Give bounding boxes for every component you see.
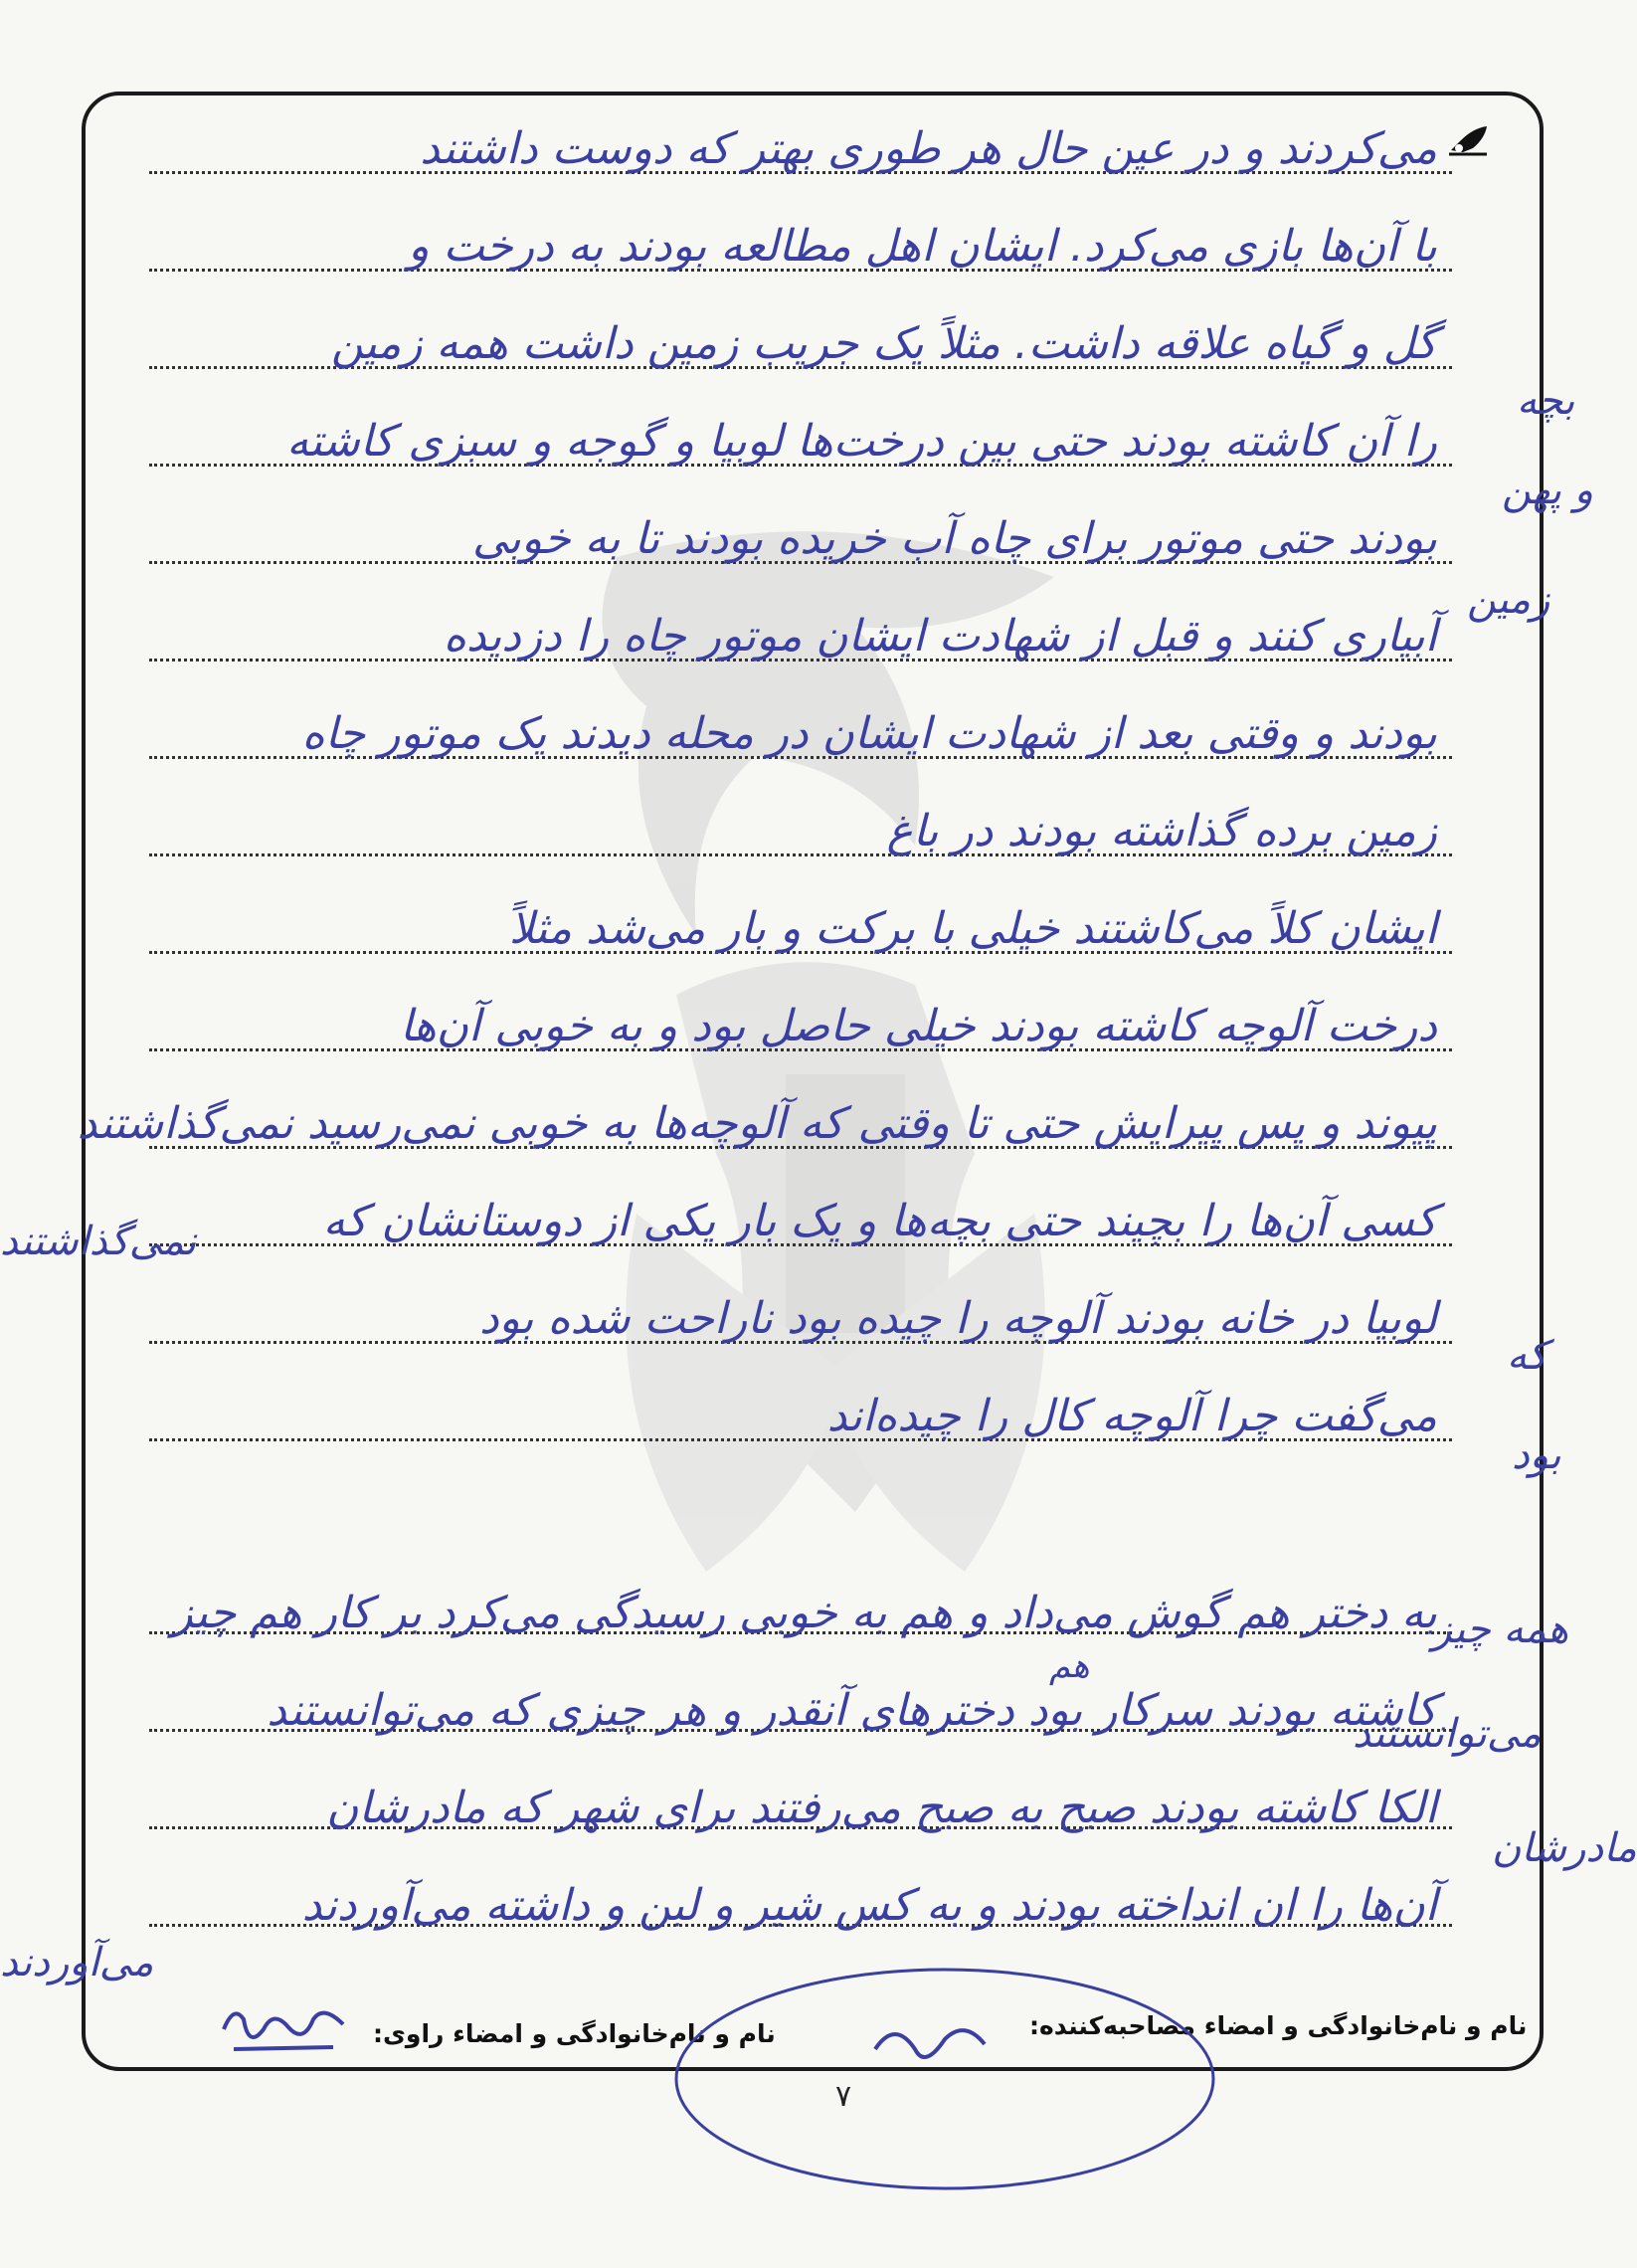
- margin-note: مادرشان: [1492, 1825, 1637, 1871]
- interviewer-signature: [627, 1950, 1223, 2208]
- handwritten-line: می‌کردند و در عین حال هر طوری بهتر که دوست داشتند: [420, 123, 1437, 174]
- margin-note: بود: [1512, 1432, 1561, 1478]
- margin-note: همه چیز: [1432, 1606, 1569, 1652]
- interviewer-signature-label: نام و نام‌خانوادگی و امضاء مصاحبه‌کننده:: [1029, 2011, 1528, 2040]
- handwritten-line: بودند و وقتی بعد از شهادت ایشان در محله دیدند یک موتور چاه: [301, 708, 1437, 759]
- handwritten-line: گل و گیاه علاقه داشت. مثلاً یک جریب زمین داشت همه زمین: [330, 318, 1437, 369]
- margin-note: و پهن: [1502, 468, 1594, 513]
- handwritten-line: را آن کاشته بودند حتی بین درخت‌ها لوبیا و گوجه و سبزی کاشته: [286, 416, 1437, 467]
- margin-note: بچه: [1517, 378, 1575, 424]
- handwritten-line: آبیاری کنند و قبل از شهادت ایشان موتور چاه را دزدیده: [443, 611, 1437, 662]
- handwritten-line: ایشان کلاً می‌کاشتند خیلی با برکت و بار می‌شد مثلاً: [508, 903, 1437, 954]
- page-number: ۷: [835, 2079, 852, 2114]
- handwritten-line: درخت آلوچه کاشته بودند خیلی حاصل بود و به خوبی آن‌ها: [400, 1001, 1437, 1051]
- margin-note: نمی‌گذاشتند: [0, 1219, 197, 1264]
- handwritten-line: بودند حتی موتور برای چاه آب خریده بودند تا به خوبی: [471, 513, 1437, 564]
- handwritten-line: کسی آن‌ها را بچیند حتی بچه‌ها و یک بار یکی از دوستانشان که: [322, 1196, 1437, 1246]
- handwritten-line: می‌گفت چرا آلوچه کال را چیده‌اند: [826, 1391, 1437, 1441]
- handwritten-line: به دختر هم گوش می‌داد و هم به خوبی رسیدگی می‌کرد بر کار هم چیز: [171, 1588, 1437, 1638]
- margin-note: می‌آوردند: [0, 1940, 154, 1985]
- inline-insert: هم: [1049, 1646, 1090, 1686]
- handwritten-line: پیوند و پس پیرایش حتی تا وقتی که آلوچه‌ها به خوبی نمی‌رسید نمی‌گذاشتند: [77, 1098, 1437, 1149]
- handwritten-line: لوبیا در خانه بودند آلوچه را چیده بود ناراحت شده بود: [478, 1293, 1437, 1344]
- handwritten-line: با آن‌ها بازی می‌کرد. ایشان اهل مطالعه بودند به درخت و: [408, 221, 1437, 272]
- narrator-signature: [214, 1999, 353, 2059]
- margin-note: زمین: [1467, 577, 1550, 623]
- handwritten-line: زمین برده گذاشته بودند در باغ: [886, 806, 1437, 856]
- margin-note: می‌توانستند: [1353, 1711, 1542, 1757]
- handwritten-line: کاشته بودند سرکار بود دخترهای آنقدر و هر چیزی که می‌توانستند: [267, 1685, 1437, 1736]
- handwritten-line: الکا کاشته بودند صبح به صبح می‌رفتند برای شهر که مادرشان: [326, 1783, 1437, 1833]
- handwritten-line: آن‌ها را ان انداخته بودند و به کس شیر و لبن و داشته می‌آوردند: [301, 1880, 1437, 1931]
- margin-note: که: [1507, 1333, 1547, 1379]
- narrator-signature-label: نام و نام‌خانوادگی و امضاء راوی:: [373, 2019, 776, 2048]
